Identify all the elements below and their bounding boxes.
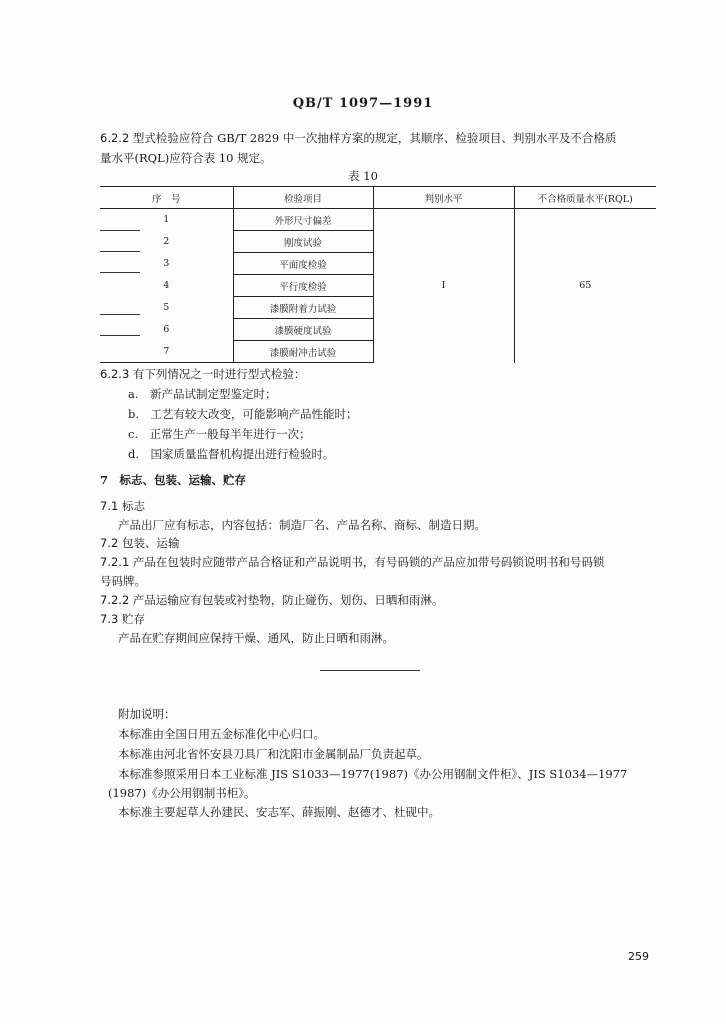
section-7-2-1-line-2: 号码牌。 (100, 574, 146, 588)
section-text: 有下列情况之一时进行型式检验： (132, 367, 306, 381)
section-text: 产品运输应有包装或衬垫物，防止碰伤、划伤、日晒和雨淋。 (132, 593, 444, 607)
row-number: 7 (100, 341, 233, 363)
section-title: 标志 (121, 499, 145, 513)
row-item: 外形尺寸偏差 (233, 209, 373, 231)
note-line: 本标准由全国日用五金标准化中心归口。 (118, 727, 325, 741)
row-item: 平面度检验 (233, 253, 373, 275)
judgement-level-cell: I (373, 209, 514, 363)
section-number: 7.2 (100, 536, 119, 550)
rql-cell: 65 (514, 209, 656, 363)
note-line: 本标准由河北省怀安县刀具厂和沈阳市金属制品厂负责起草。 (118, 747, 429, 761)
table-row (100, 209, 656, 231)
section-6-2-2-line-2: 量水平(RQL)应符合表 10 规定。 (100, 151, 272, 165)
note-line: (1987)《办公用钢制书柜》。 (108, 786, 256, 800)
section-number: 6.2.3 (100, 367, 130, 381)
section-text: 型式检验应符合 GB/T 2829 中一次抽样方案的规定，其顺序、检验项目、判别水平及不合格质 (132, 131, 617, 145)
row-item: 刚度试验 (233, 231, 373, 253)
row-number: 1 (163, 214, 170, 226)
header-serial: 序 号 (100, 187, 233, 209)
row-number: 2 (163, 236, 170, 247)
section-7-1-title (100, 498, 145, 514)
table-partial-rule (100, 272, 140, 273)
list-item: d. 国家质量监督机构提出进行检验时。 (128, 447, 335, 461)
row-number: 5 (163, 302, 170, 313)
section-title: 贮存 (121, 612, 145, 626)
row-number: 4 (163, 280, 170, 291)
section-divider (320, 670, 420, 671)
chapter-7-title: 7 标志、包装、运输、贮存 (100, 473, 247, 487)
note-line: 本标准主要起草人孙建民、安志军、薛振刚、赵德才、杜砚中。 (118, 805, 440, 819)
table-partial-rule (100, 314, 140, 315)
section-7-2-2 (100, 592, 443, 608)
row-number: 3 (163, 258, 170, 269)
section-number: 7.2.1 (100, 555, 130, 569)
section-6-2-3-intro (100, 366, 305, 382)
row-item: 漆膜耐冲击试验 (233, 341, 373, 363)
section-title: 包装、运输 (121, 536, 180, 550)
row-item: 平行度检验 (233, 275, 373, 297)
table-caption: 表 10 (348, 169, 378, 183)
list-item: b. 工艺有较大改变，可能影响产品性能时； (128, 407, 358, 421)
section-6-2-2-line-1 (100, 130, 616, 146)
section-7-2-1-line-1 (100, 554, 604, 570)
list-item: c. 正常生产一般每半年进行一次； (128, 427, 311, 441)
section-7-3-title (100, 611, 145, 627)
table-partial-rule (100, 230, 140, 231)
header-rql: 不合格质量水平(RQL) (514, 187, 656, 209)
section-7-2-title (100, 535, 179, 551)
section-7-3-body: 产品在贮存期间应保持干燥、通风，防止日晒和雨淋。 (118, 631, 394, 645)
table-partial-rule (100, 251, 140, 252)
table-header-row (100, 187, 656, 209)
header-item: 检验项目 (233, 187, 373, 209)
header-level: 判别水平 (373, 187, 514, 209)
note-line: 本标准参照采用日本工业标准 JIS S1033—1977(1987)《办公用钢制文件柜》、JIS S1034—1977 (118, 767, 628, 781)
standard-code-header: QB/T 1097—1991 (292, 96, 434, 111)
row-number: 6 (163, 324, 170, 335)
row-item: 漆膜附着力试验 (233, 297, 373, 319)
table-partial-rule (100, 335, 140, 336)
section-number: 7.1 (100, 499, 119, 513)
notes-title: 附加说明： (118, 707, 176, 721)
list-item: a. 新产品试制定型鉴定时； (128, 387, 277, 401)
section-number: 7.3 (100, 612, 119, 626)
section-7-1-body: 产品出厂应有标志，内容包括：制造厂名、产品名称、商标、制造日期。 (118, 518, 486, 532)
row-item: 漆膜硬度试验 (233, 319, 373, 341)
section-number: 7.2.2 (100, 593, 130, 607)
section-number: 6.2.2 (100, 131, 130, 145)
page-number: 259 (628, 950, 649, 963)
section-text: 产品在包装时应随带产品合格证和产品说明书，有号码锁的产品应加带号码锁说明书和号码锁 (132, 555, 605, 569)
inspection-table (100, 186, 656, 363)
